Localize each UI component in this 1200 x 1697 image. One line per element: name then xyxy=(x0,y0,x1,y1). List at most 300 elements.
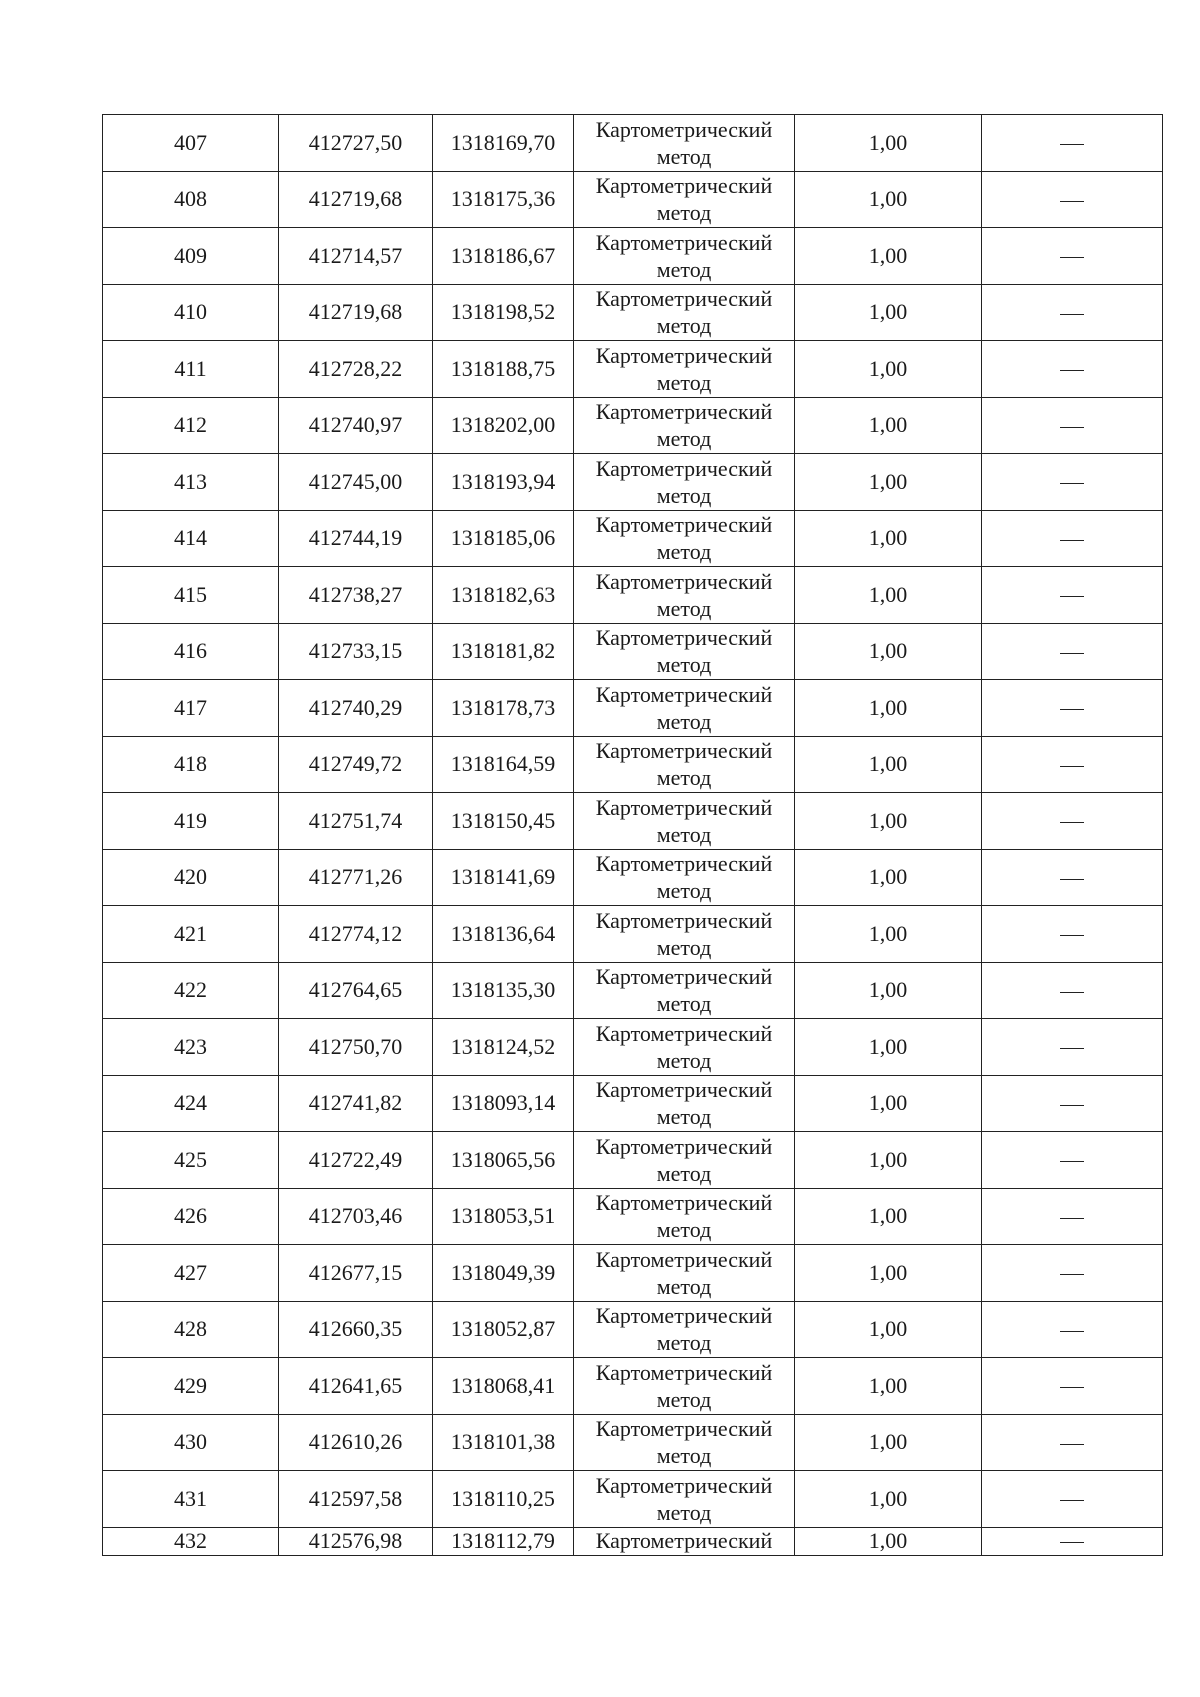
method-text: Картометрический метод xyxy=(595,907,773,960)
dash-mark xyxy=(1060,427,1084,428)
point-number-text: 426 xyxy=(174,1203,207,1229)
dash-mark xyxy=(1060,1161,1084,1162)
dash-mark xyxy=(1060,879,1084,880)
y-coordinate-cell xyxy=(433,1075,574,1132)
point-number-text: 428 xyxy=(174,1316,207,1342)
method-text: Картометрический метод xyxy=(595,1416,773,1469)
method-cell xyxy=(574,1188,795,1245)
x-coordinate-text: 412740,97 xyxy=(308,412,403,438)
method-cell xyxy=(574,1075,795,1132)
accuracy-text: 1,00 xyxy=(868,129,908,155)
table-row xyxy=(103,510,1163,567)
y-coordinate-text: 1318150,45 xyxy=(450,807,556,833)
y-coordinate-text: 1318164,59 xyxy=(450,751,556,777)
accuracy-cell xyxy=(795,1188,982,1245)
accuracy-cell xyxy=(795,962,982,1019)
accuracy-cell xyxy=(795,284,982,341)
y-coordinate-cell xyxy=(433,1414,574,1471)
accuracy-text: 1,00 xyxy=(868,468,908,494)
description-cell xyxy=(982,1301,1163,1358)
accuracy-text: 1,00 xyxy=(868,355,908,381)
method-cell xyxy=(574,736,795,793)
x-coordinate-cell xyxy=(279,962,433,1019)
description-cell xyxy=(982,1471,1163,1528)
accuracy-text: 1,00 xyxy=(868,977,908,1003)
method-cell xyxy=(574,115,795,172)
table-row xyxy=(103,454,1163,511)
method-cell xyxy=(574,623,795,680)
accuracy-cell xyxy=(795,1414,982,1471)
description-cell xyxy=(982,623,1163,680)
dash-mark xyxy=(1060,1444,1084,1445)
x-coordinate-text: 412749,72 xyxy=(308,751,403,777)
description-cell xyxy=(982,228,1163,285)
description-cell xyxy=(982,1414,1163,1471)
method-text: Картометрический метод xyxy=(595,1077,773,1130)
accuracy-cell xyxy=(795,1019,982,1076)
x-coordinate-text: 412733,15 xyxy=(308,638,403,664)
method-text: Картометрический метод xyxy=(595,399,773,452)
table-row xyxy=(103,1019,1163,1076)
x-coordinate-cell xyxy=(279,736,433,793)
y-coordinate-text: 1318136,64 xyxy=(450,920,556,946)
point-number-cell xyxy=(103,680,279,737)
y-coordinate-text: 1318052,87 xyxy=(450,1316,556,1342)
table-row xyxy=(103,623,1163,680)
point-number-cell xyxy=(103,1132,279,1189)
x-coordinate-text: 412741,82 xyxy=(308,1090,403,1116)
accuracy-cell xyxy=(795,567,982,624)
dash-mark xyxy=(1060,1331,1084,1332)
x-coordinate-cell xyxy=(279,1245,433,1302)
method-text: Картометрический метод xyxy=(595,1246,773,1299)
method-text: Картометрический метод xyxy=(595,1190,773,1243)
method-cell xyxy=(574,1358,795,1415)
point-number-cell xyxy=(103,171,279,228)
description-cell xyxy=(982,510,1163,567)
description-cell xyxy=(982,567,1163,624)
method-text: Картометрический метод xyxy=(595,964,773,1017)
x-coordinate-cell xyxy=(279,1471,433,1528)
accuracy-text: 1,00 xyxy=(868,1485,908,1511)
x-coordinate-cell xyxy=(279,1075,433,1132)
point-number-text: 424 xyxy=(174,1090,207,1116)
method-cell xyxy=(574,397,795,454)
point-number-cell xyxy=(103,736,279,793)
y-coordinate-text: 1318101,38 xyxy=(450,1429,556,1455)
point-number-text: 418 xyxy=(174,751,207,777)
description-cell xyxy=(982,1132,1163,1189)
accuracy-text: 1,00 xyxy=(868,1316,908,1342)
table-row xyxy=(103,1188,1163,1245)
y-coordinate-cell xyxy=(433,849,574,906)
x-coordinate-cell xyxy=(279,1414,433,1471)
x-coordinate-cell xyxy=(279,397,433,454)
x-coordinate-text: 412771,26 xyxy=(308,864,403,890)
point-number-cell xyxy=(103,228,279,285)
accuracy-text: 1,00 xyxy=(868,525,908,551)
y-coordinate-cell xyxy=(433,171,574,228)
table-row xyxy=(103,1471,1163,1528)
point-number-text: 427 xyxy=(174,1259,207,1285)
table-row xyxy=(103,680,1163,737)
description-cell xyxy=(982,906,1163,963)
point-number-cell xyxy=(103,793,279,850)
y-coordinate-text: 1318186,67 xyxy=(450,242,556,268)
x-coordinate-cell xyxy=(279,228,433,285)
table-row xyxy=(103,1075,1163,1132)
point-number-cell xyxy=(103,1358,279,1415)
point-number-cell xyxy=(103,1188,279,1245)
x-coordinate-cell xyxy=(279,1019,433,1076)
accuracy-cell xyxy=(795,228,982,285)
accuracy-cell xyxy=(795,623,982,680)
description-cell xyxy=(982,849,1163,906)
accuracy-cell xyxy=(795,1075,982,1132)
x-coordinate-text: 412597,58 xyxy=(308,1485,403,1511)
accuracy-text: 1,00 xyxy=(868,638,908,664)
y-coordinate-text: 1318181,82 xyxy=(450,638,556,664)
description-cell xyxy=(982,736,1163,793)
method-text: Картометрический метод xyxy=(595,738,773,791)
y-coordinate-text: 1318135,30 xyxy=(450,977,556,1003)
dash-mark xyxy=(1060,653,1084,654)
method-text: Картометрический метод xyxy=(595,625,773,678)
accuracy-text: 1,00 xyxy=(868,581,908,607)
point-number-cell xyxy=(103,115,279,172)
description-cell xyxy=(982,1245,1163,1302)
y-coordinate-text: 1318110,25 xyxy=(451,1485,555,1511)
method-text: Картометрический метод xyxy=(595,1020,773,1073)
table-row xyxy=(103,171,1163,228)
method-cell xyxy=(574,1132,795,1189)
method-cell xyxy=(574,341,795,398)
y-coordinate-text: 1318198,52 xyxy=(450,299,556,325)
description-cell xyxy=(982,962,1163,1019)
method-text: Картометрический метод xyxy=(595,1472,773,1525)
point-number-text: 430 xyxy=(174,1429,207,1455)
y-coordinate-text: 1318175,36 xyxy=(450,186,556,212)
table-row xyxy=(103,962,1163,1019)
accuracy-cell xyxy=(795,849,982,906)
method-text: Картометрический метод xyxy=(595,794,773,847)
method-text: Картометрический метод xyxy=(595,455,773,508)
y-coordinate-cell xyxy=(433,1471,574,1528)
description-cell xyxy=(982,341,1163,398)
y-coordinate-text: 1318112,79 xyxy=(451,1528,555,1553)
y-coordinate-text: 1318093,14 xyxy=(450,1090,556,1116)
dash-mark xyxy=(1060,1274,1084,1275)
y-coordinate-text: 1318178,73 xyxy=(450,694,556,720)
method-cell xyxy=(574,1019,795,1076)
dash-mark xyxy=(1060,540,1084,541)
point-number-text: 421 xyxy=(174,920,207,946)
x-coordinate-text: 412740,29 xyxy=(308,694,403,720)
accuracy-cell xyxy=(795,1358,982,1415)
method-text: Картометрический метод xyxy=(595,1303,773,1356)
x-coordinate-text: 412610,26 xyxy=(308,1429,403,1455)
dash-mark xyxy=(1060,144,1084,145)
y-coordinate-cell xyxy=(433,1527,574,1555)
x-coordinate-cell xyxy=(279,510,433,567)
y-coordinate-text: 1318169,70 xyxy=(450,129,556,155)
y-coordinate-cell xyxy=(433,1019,574,1076)
table-row xyxy=(103,567,1163,624)
accuracy-cell xyxy=(795,736,982,793)
y-coordinate-text: 1318049,39 xyxy=(450,1259,556,1285)
table-row xyxy=(103,1301,1163,1358)
x-coordinate-text: 412727,50 xyxy=(308,129,403,155)
method-text: Картометрический метод xyxy=(595,568,773,621)
accuracy-text: 1,00 xyxy=(868,1146,908,1172)
point-number-text: 431 xyxy=(174,1485,207,1511)
description-cell xyxy=(982,171,1163,228)
x-coordinate-cell xyxy=(279,906,433,963)
y-coordinate-text: 1318068,41 xyxy=(450,1372,556,1398)
method-text: Картометрический метод xyxy=(595,851,773,904)
y-coordinate-cell xyxy=(433,906,574,963)
point-number-text: 413 xyxy=(174,468,207,494)
method-text: Картометрический xyxy=(595,1528,773,1553)
dash-mark xyxy=(1060,766,1084,767)
x-coordinate-text: 412751,74 xyxy=(308,807,403,833)
point-number-text: 411 xyxy=(174,355,207,381)
point-number-text: 423 xyxy=(174,1033,207,1059)
x-coordinate-cell xyxy=(279,849,433,906)
accuracy-text: 1,00 xyxy=(868,1203,908,1229)
method-cell xyxy=(574,567,795,624)
x-coordinate-cell xyxy=(279,1301,433,1358)
point-number-cell xyxy=(103,1075,279,1132)
table-row xyxy=(103,793,1163,850)
point-number-text: 414 xyxy=(174,525,207,551)
dash-mark xyxy=(1060,1048,1084,1049)
y-coordinate-cell xyxy=(433,1358,574,1415)
accuracy-cell xyxy=(795,115,982,172)
method-cell xyxy=(574,454,795,511)
y-coordinate-text: 1318202,00 xyxy=(450,412,556,438)
point-number-cell xyxy=(103,906,279,963)
method-cell xyxy=(574,906,795,963)
table-row xyxy=(103,1245,1163,1302)
y-coordinate-cell xyxy=(433,962,574,1019)
point-number-text: 416 xyxy=(174,638,207,664)
accuracy-text: 1,00 xyxy=(868,807,908,833)
point-number-cell xyxy=(103,1245,279,1302)
accuracy-text: 1,00 xyxy=(868,920,908,946)
accuracy-cell xyxy=(795,341,982,398)
method-text: Картометрический метод xyxy=(595,1359,773,1412)
table-row xyxy=(103,906,1163,963)
point-number-text: 419 xyxy=(174,807,207,833)
x-coordinate-cell xyxy=(279,623,433,680)
y-coordinate-cell xyxy=(433,1132,574,1189)
y-coordinate-cell xyxy=(433,793,574,850)
dash-mark xyxy=(1060,483,1084,484)
accuracy-text: 1,00 xyxy=(868,299,908,325)
point-number-cell xyxy=(103,454,279,511)
method-cell xyxy=(574,228,795,285)
x-coordinate-text: 412719,68 xyxy=(308,186,403,212)
description-cell xyxy=(982,1527,1163,1555)
accuracy-text: 1,00 xyxy=(868,1429,908,1455)
method-cell xyxy=(574,284,795,341)
point-number-text: 432 xyxy=(174,1528,207,1553)
accuracy-cell xyxy=(795,1527,982,1555)
x-coordinate-text: 412703,46 xyxy=(308,1203,403,1229)
description-cell xyxy=(982,1358,1163,1415)
table-row xyxy=(103,397,1163,454)
point-number-cell xyxy=(103,849,279,906)
accuracy-text: 1,00 xyxy=(868,1259,908,1285)
point-number-text: 425 xyxy=(174,1146,207,1172)
x-coordinate-cell xyxy=(279,341,433,398)
y-coordinate-cell xyxy=(433,567,574,624)
table-row xyxy=(103,849,1163,906)
accuracy-cell xyxy=(795,906,982,963)
dash-mark xyxy=(1060,1387,1084,1388)
point-number-text: 410 xyxy=(174,299,207,325)
dash-mark xyxy=(1060,314,1084,315)
method-text: Картометрический метод xyxy=(595,229,773,282)
dash-mark xyxy=(1060,1105,1084,1106)
description-cell xyxy=(982,1188,1163,1245)
description-cell xyxy=(982,1019,1163,1076)
x-coordinate-cell xyxy=(279,1188,433,1245)
x-coordinate-text: 412750,70 xyxy=(308,1033,403,1059)
accuracy-cell xyxy=(795,793,982,850)
x-coordinate-cell xyxy=(279,171,433,228)
accuracy-cell xyxy=(795,1132,982,1189)
y-coordinate-cell xyxy=(433,454,574,511)
x-coordinate-text: 412576,98 xyxy=(308,1528,403,1553)
dash-mark xyxy=(1060,709,1084,710)
method-text: Картометрический метод xyxy=(595,116,773,169)
point-number-text: 415 xyxy=(174,581,207,607)
point-number-cell xyxy=(103,1019,279,1076)
point-number-text: 407 xyxy=(174,129,207,155)
method-cell xyxy=(574,680,795,737)
table-row xyxy=(103,284,1163,341)
point-number-cell xyxy=(103,567,279,624)
point-number-cell xyxy=(103,623,279,680)
method-cell xyxy=(574,1471,795,1528)
point-number-cell xyxy=(103,1301,279,1358)
method-text: Картометрический метод xyxy=(595,512,773,565)
table-row xyxy=(103,1414,1163,1471)
accuracy-text: 1,00 xyxy=(868,751,908,777)
description-cell xyxy=(982,1075,1163,1132)
accuracy-cell xyxy=(795,1471,982,1528)
x-coordinate-cell xyxy=(279,454,433,511)
description-cell xyxy=(982,680,1163,737)
method-cell xyxy=(574,171,795,228)
method-text: Картометрический метод xyxy=(595,1133,773,1186)
y-coordinate-text: 1318188,75 xyxy=(450,355,556,381)
x-coordinate-text: 412719,68 xyxy=(308,299,403,325)
x-coordinate-text: 412722,49 xyxy=(308,1146,403,1172)
x-coordinate-cell xyxy=(279,1132,433,1189)
point-number-text: 420 xyxy=(174,864,207,890)
accuracy-cell xyxy=(795,171,982,228)
method-cell xyxy=(574,510,795,567)
table-row xyxy=(103,736,1163,793)
x-coordinate-text: 412660,35 xyxy=(308,1316,403,1342)
y-coordinate-text: 1318053,51 xyxy=(450,1203,556,1229)
point-number-cell xyxy=(103,284,279,341)
y-coordinate-text: 1318141,69 xyxy=(450,864,556,890)
dash-mark xyxy=(1060,935,1084,936)
y-coordinate-cell xyxy=(433,510,574,567)
y-coordinate-cell xyxy=(433,736,574,793)
x-coordinate-text: 412774,12 xyxy=(308,920,403,946)
method-cell xyxy=(574,1301,795,1358)
table-row xyxy=(103,1358,1163,1415)
x-coordinate-cell xyxy=(279,284,433,341)
method-cell xyxy=(574,793,795,850)
description-cell xyxy=(982,397,1163,454)
x-coordinate-cell xyxy=(279,1527,433,1555)
point-number-text: 417 xyxy=(174,694,207,720)
dash-mark xyxy=(1060,596,1084,597)
accuracy-cell xyxy=(795,1245,982,1302)
dash-mark xyxy=(1060,1218,1084,1219)
method-cell xyxy=(574,1245,795,1302)
y-coordinate-cell xyxy=(433,397,574,454)
table-row xyxy=(103,115,1163,172)
point-number-text: 412 xyxy=(174,412,207,438)
y-coordinate-text: 1318182,63 xyxy=(450,581,556,607)
table-row xyxy=(103,228,1163,285)
y-coordinate-cell xyxy=(433,115,574,172)
method-text: Картометрический метод xyxy=(595,173,773,226)
x-coordinate-cell xyxy=(279,793,433,850)
accuracy-text: 1,00 xyxy=(868,242,908,268)
method-cell xyxy=(574,1414,795,1471)
description-cell xyxy=(982,284,1163,341)
x-coordinate-text: 412714,57 xyxy=(308,242,403,268)
dash-mark xyxy=(1060,822,1084,823)
table-row xyxy=(103,1527,1163,1555)
x-coordinate-cell xyxy=(279,115,433,172)
point-number-cell xyxy=(103,1414,279,1471)
accuracy-cell xyxy=(795,397,982,454)
dash-mark xyxy=(1060,1542,1084,1543)
accuracy-text: 1,00 xyxy=(868,1090,908,1116)
accuracy-cell xyxy=(795,1301,982,1358)
dash-mark xyxy=(1060,370,1084,371)
method-cell xyxy=(574,962,795,1019)
point-number-cell xyxy=(103,341,279,398)
point-number-cell xyxy=(103,962,279,1019)
coordinates-table-body xyxy=(103,115,1163,1556)
x-coordinate-text: 412738,27 xyxy=(308,581,403,607)
y-coordinate-cell xyxy=(433,1188,574,1245)
accuracy-cell xyxy=(795,680,982,737)
x-coordinate-text: 412641,65 xyxy=(308,1372,403,1398)
point-number-text: 429 xyxy=(174,1372,207,1398)
table-row xyxy=(103,1132,1163,1189)
x-coordinate-cell xyxy=(279,1358,433,1415)
x-coordinate-text: 412745,00 xyxy=(308,468,403,494)
method-cell xyxy=(574,1527,795,1555)
accuracy-cell xyxy=(795,454,982,511)
point-number-text: 408 xyxy=(174,186,207,212)
method-cell xyxy=(574,849,795,906)
point-number-cell xyxy=(103,397,279,454)
accuracy-cell xyxy=(795,510,982,567)
table-row xyxy=(103,341,1163,398)
